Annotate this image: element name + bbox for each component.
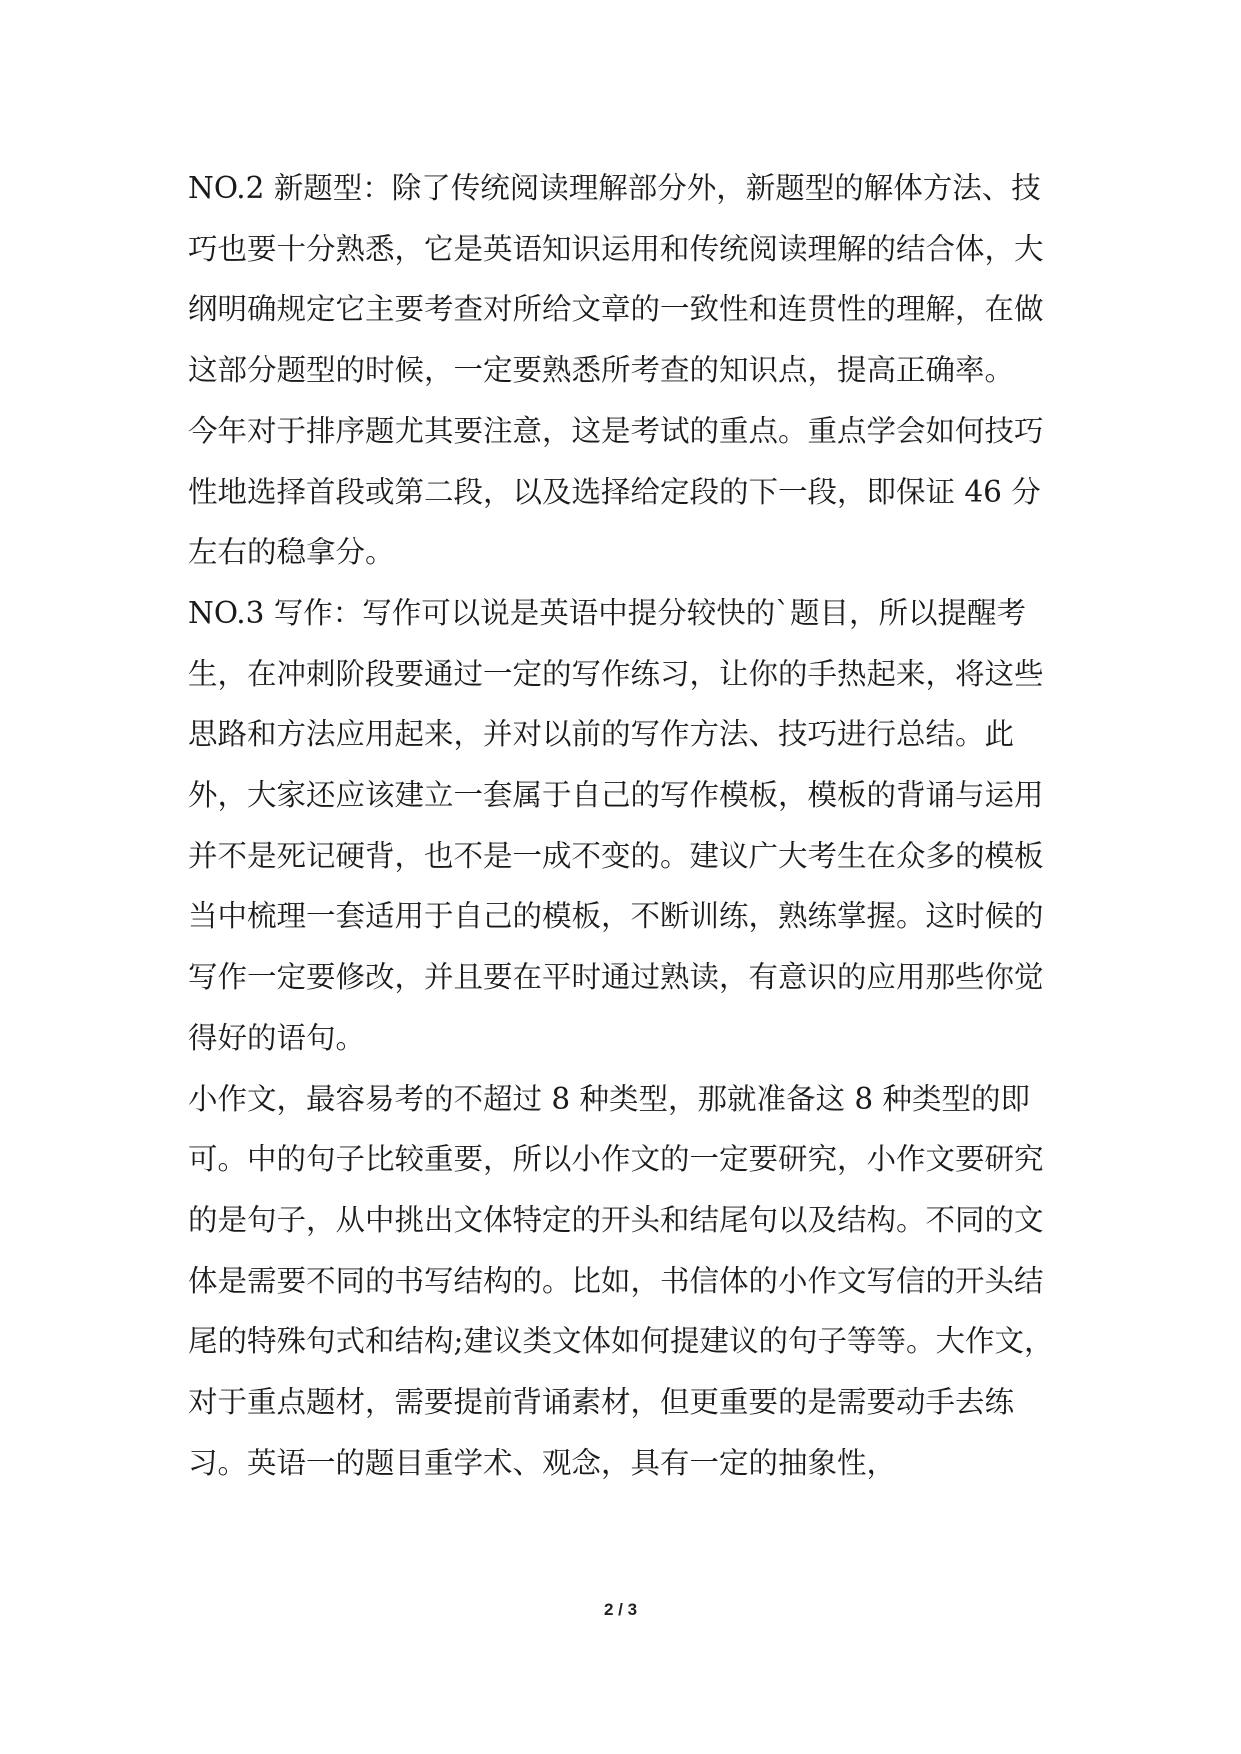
page-number: 2 / 3 (603, 1600, 638, 1619)
paragraph-short-and-long-essay: 小作文，最容易考的不超过 8 种类型，那就准备这 8 种类型的即可。中的句子比较重要，所以小作文的一定要研究，小作文要研究的是句子，从中挑出文体特定的开头和结尾句以及结构。不同的文体是需要不同的书写结构的。比如，书信体的小作文写信的开头结尾的特殊句式和结构;建议类文体如何提建议的句子等等。大作文，对于重点题材，需要提前背诵素材，但更重要的是需要动手去练习。英语一的题目重学术、观念，具有一定的抽象性， (188, 1081, 1054, 1480)
paragraph-writing: NO.3 写作：写作可以说是英语中提分较快的`题目，所以提醒考生，在冲刺阶段要通过一定的写作练习，让你的手热起来，将这些思路和方法应用起来，并对以前的写作方法、技巧进行总结。此外，大家还应该建立一套属于自己的写作模板，模板的背诵与运用并不是死记硬背，也不是一成不变的。建议广大考生在众多的模板当中梳理一套适用于自己的模板，不断训练，熟练掌握。这时候的写作一定要修改，并且要在平时通过熟读，有意识的应用那些你觉得好的语句。 (188, 595, 1044, 1055)
paragraph-new-question-types: NO.2 新题型：除了传统阅读理解部分外，新题型的解体方法、技巧也要十分熟悉，它是英语知识运用和传统阅读理解的结合体，大纲明确规定它主要考查对所给文章的一致性和连贯性的理解，在做这部分题型的时候，一定要熟悉所考查的知识点，提高正确率。 今年对于排序题尤其要注意，这是考试的重点。重点学会如何技巧性地选择首段或第二段，以及选择给定段的下一段，即保证 46 分左右的稳拿分。 (188, 171, 1088, 570)
document-body (188, 158, 1088, 1493)
